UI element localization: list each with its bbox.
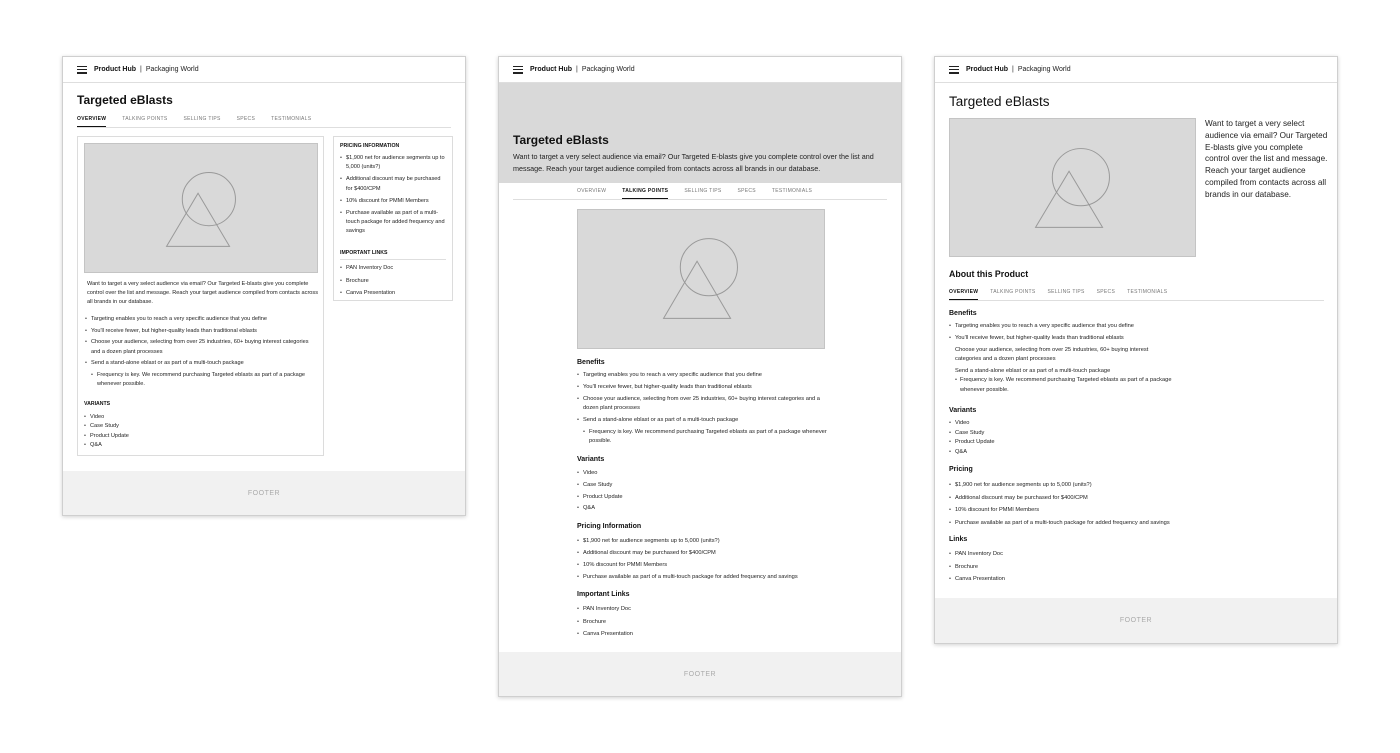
list-item: • Additional discount may be purchased for $400/CPM (577, 547, 867, 559)
link-pan-inventory-doc[interactable]: • PAN Inventory Doc (949, 548, 1149, 561)
link-canva-presentation[interactable]: • Canva Presentation (577, 628, 777, 641)
list-item: • Send a stand-alone eblast or as part of a multi-touch package (577, 416, 827, 425)
list-item: • Case Study (84, 422, 284, 431)
benefits-heading: Benefits (577, 359, 605, 366)
page-title: Targeted eBlasts (949, 94, 1050, 109)
pricing-heading: Pricing Information (577, 523, 642, 530)
list-item: • Targeting enables you to reach a very specific audience that you define (85, 315, 319, 324)
pricing-list (340, 154, 448, 237)
benefits-heading: Benefits (949, 310, 977, 317)
list-item: • Product Update (577, 492, 827, 504)
list-item: • Case Study (577, 480, 827, 492)
link-brochure[interactable]: • Brochure (577, 616, 777, 629)
list-item: • Q&A (949, 448, 1149, 458)
tab-selling-tips[interactable]: SELLING TIPS (684, 188, 722, 194)
pricing-sidebar-panel (333, 136, 453, 301)
variants-heading: Variants (577, 456, 605, 463)
tab-selling-tips[interactable]: SELLING TIPS (183, 116, 221, 122)
image-placeholder-icon (85, 144, 317, 272)
list-item: • 10% discount for PMMI Members (340, 197, 448, 206)
link-brochure[interactable]: • Brochure (340, 275, 448, 288)
variants-list (577, 468, 827, 515)
product-description: Want to target a very select audience via email? Our Targeted E-blasts give you complete control over the list and message. Reach your target audience compiled from contacts across all brands in our database. (513, 152, 874, 173)
list-item: • Case Study (949, 429, 1149, 439)
link-pan-inventory-doc[interactable]: • PAN Inventory Doc (340, 262, 448, 275)
image-placeholder-icon (578, 210, 824, 348)
footer: FOOTER (935, 598, 1337, 643)
link-canva-presentation[interactable]: • Canva Presentation (340, 287, 448, 300)
brand-name[interactable]: Product Hub (94, 66, 136, 73)
tab-overview[interactable]: OVERVIEW (577, 188, 607, 194)
links-list (949, 548, 1149, 586)
list-item: • Targeting enables you to reach a very specific audience that you define (949, 322, 1173, 331)
wireframe-about-layout (934, 56, 1338, 644)
tab-talking-points[interactable]: TALKING POINTS (122, 116, 168, 122)
tab-testimonials[interactable]: TESTIMONIALS (271, 116, 312, 122)
link-canva-presentation[interactable]: • Canva Presentation (949, 573, 1149, 586)
pricing-heading: Pricing (949, 466, 973, 473)
product-image-placeholder (949, 118, 1196, 257)
benefits-list (577, 371, 827, 446)
tab-bar (949, 289, 1324, 301)
list-item: • 10% discount for PMMI Members (949, 504, 1249, 517)
tab-bar (513, 188, 887, 200)
list-item: Choose your audience, selecting from over 25 industries, 60+ buying interest categories and a dozen plant processes (955, 346, 1149, 362)
footer: FOOTER (499, 652, 901, 696)
hamburger-menu-icon[interactable] (949, 66, 959, 74)
links-heading: IMPORTANT LINKS (340, 250, 446, 260)
hero-banner (499, 83, 902, 183)
link-brochure[interactable]: • Brochure (949, 561, 1149, 574)
tab-specs[interactable]: SPECS (236, 116, 256, 122)
tab-talking-points[interactable]: TALKING POINTS (990, 289, 1036, 295)
links-heading: Links (949, 536, 968, 543)
list-item: • Send a stand-alone eblast or as part of a multi-touch package (85, 359, 319, 368)
list-item: • Product Update (949, 438, 1149, 448)
list-item: • Video (577, 468, 827, 480)
product-description: Want to target a very select audience via email? Our Targeted E-blasts give you complete control over the list and message. Reach your target audience compiled from contacts across all brands in our database. (1205, 119, 1328, 199)
list-item: • You'll receive fewer, but higher-quality leads than traditional eblasts (949, 334, 1173, 343)
site-name: Packaging World (145, 66, 199, 73)
list-item: • Q&A (84, 441, 284, 450)
list-item: Send a stand-alone eblast or as part of a multi-touch package (955, 367, 1111, 374)
page-title: Targeted eBlasts (77, 93, 173, 107)
list-item: • You'll receive fewer, but higher-quality leads than traditional eblasts (577, 383, 827, 392)
tab-overview[interactable]: OVERVIEW (77, 116, 106, 127)
brand-name[interactable]: Product Hub (530, 66, 572, 73)
product-image-placeholder (577, 209, 825, 349)
list-item: • $1,900 net for audience segments up to 5,000 (units?) (340, 154, 448, 173)
variants-list (84, 413, 284, 451)
tab-talking-points[interactable]: TALKING POINTS (622, 188, 668, 199)
page-title: Targeted eBlasts (513, 133, 609, 147)
tab-specs[interactable]: SPECS (737, 188, 756, 194)
variants-heading: VARIANTS (84, 401, 111, 407)
tab-testimonials[interactable]: TESTIMONIALS (771, 188, 813, 194)
link-pan-inventory-doc[interactable]: • PAN Inventory Doc (577, 603, 777, 616)
list-item: • Product Update (84, 432, 284, 441)
product-image-placeholder (84, 143, 318, 273)
links-heading: Important Links (577, 591, 630, 598)
list-item: • $1,900 net for audience segments up to 5,000 (units?) (949, 479, 1249, 492)
site-name: Packaging World (1017, 66, 1071, 73)
brand-name[interactable]: Product Hub (966, 66, 1008, 73)
list-item: • You'll receive fewer, but higher-quality leads than traditional eblasts (85, 327, 319, 336)
tab-overview[interactable]: OVERVIEW (949, 289, 978, 300)
list-item: • Targeting enables you to reach a very specific audience that you define (577, 371, 827, 380)
variants-list (949, 419, 1149, 457)
image-placeholder-icon (950, 119, 1195, 256)
list-item: • Frequency is key. We recommend purchasing Targeted eblasts as part of a package whenever possible. (949, 376, 1173, 395)
variants-heading: Variants (949, 407, 977, 414)
app-header (499, 57, 901, 83)
tab-bar (77, 116, 451, 128)
tab-testimonials[interactable]: TESTIMONIALS (1127, 289, 1168, 295)
list-item: • Choose your audience, selecting from over 25 industries, 60+ buying interest categories and a dozen plant processes (85, 338, 319, 356)
pricing-heading: PRICING INFORMATION (340, 143, 400, 149)
list-item: • Purchase available as part of a multi-touch package for added frequency and savings (340, 209, 448, 237)
list-item: • 10% discount for PMMI Members (577, 559, 867, 571)
links-list (577, 603, 777, 641)
wireframe-desktop-sidebar (62, 56, 466, 516)
wireframe-hero-layout (498, 56, 902, 697)
about-heading: About this Product (949, 269, 1029, 279)
list-item: • $1,900 net for audience segments up to 5,000 (units?) (577, 535, 867, 547)
links-list (340, 262, 448, 300)
site-name: Packaging World (581, 66, 635, 73)
list-item: • Video (84, 413, 284, 422)
list-item: • Q&A (577, 503, 827, 515)
hamburger-menu-icon[interactable] (513, 66, 523, 74)
list-item: • Purchase available as part of a multi-touch package for added frequency and savings (577, 571, 867, 583)
list-item: • Purchase available as part of a multi-touch package for added frequency and savings (949, 517, 1249, 530)
benefits-list (949, 322, 1173, 395)
header-separator: | (576, 66, 578, 73)
list-item: • Additional discount may be purchased for $400/CPM (949, 492, 1249, 505)
header-separator: | (140, 66, 142, 73)
list-item: • Choose your audience, selecting from over 25 industries, 60+ buying interest categories and a dozen plant processes (577, 395, 827, 414)
list-item: • Additional discount may be purchased for $400/CPM (340, 175, 448, 194)
list-item: • Frequency is key. We recommend purchasing Targeted eblasts as part of a package whenever possible. (577, 428, 827, 447)
tab-selling-tips[interactable]: SELLING TIPS (1047, 289, 1085, 295)
header-separator: | (1012, 66, 1014, 73)
footer: FOOTER (63, 471, 465, 515)
list-item: • Frequency is key. We recommend purchasing Targeted eblasts as part of a package whenever possible. (85, 371, 319, 389)
product-description: Want to target a very select audience via email? Our Targeted E-blasts give you complete control over the list and message. Reach your target audience compiled from contacts across all brands in our database. (87, 281, 319, 306)
hamburger-menu-icon[interactable] (77, 66, 87, 74)
main-content-panel (77, 136, 324, 456)
benefits-list (85, 315, 319, 389)
app-header (63, 57, 465, 83)
list-item: • Video (949, 419, 1149, 429)
pricing-list (949, 479, 1249, 529)
app-header (935, 57, 1337, 83)
pricing-list (577, 535, 867, 583)
tab-specs[interactable]: SPECS (1096, 289, 1116, 295)
